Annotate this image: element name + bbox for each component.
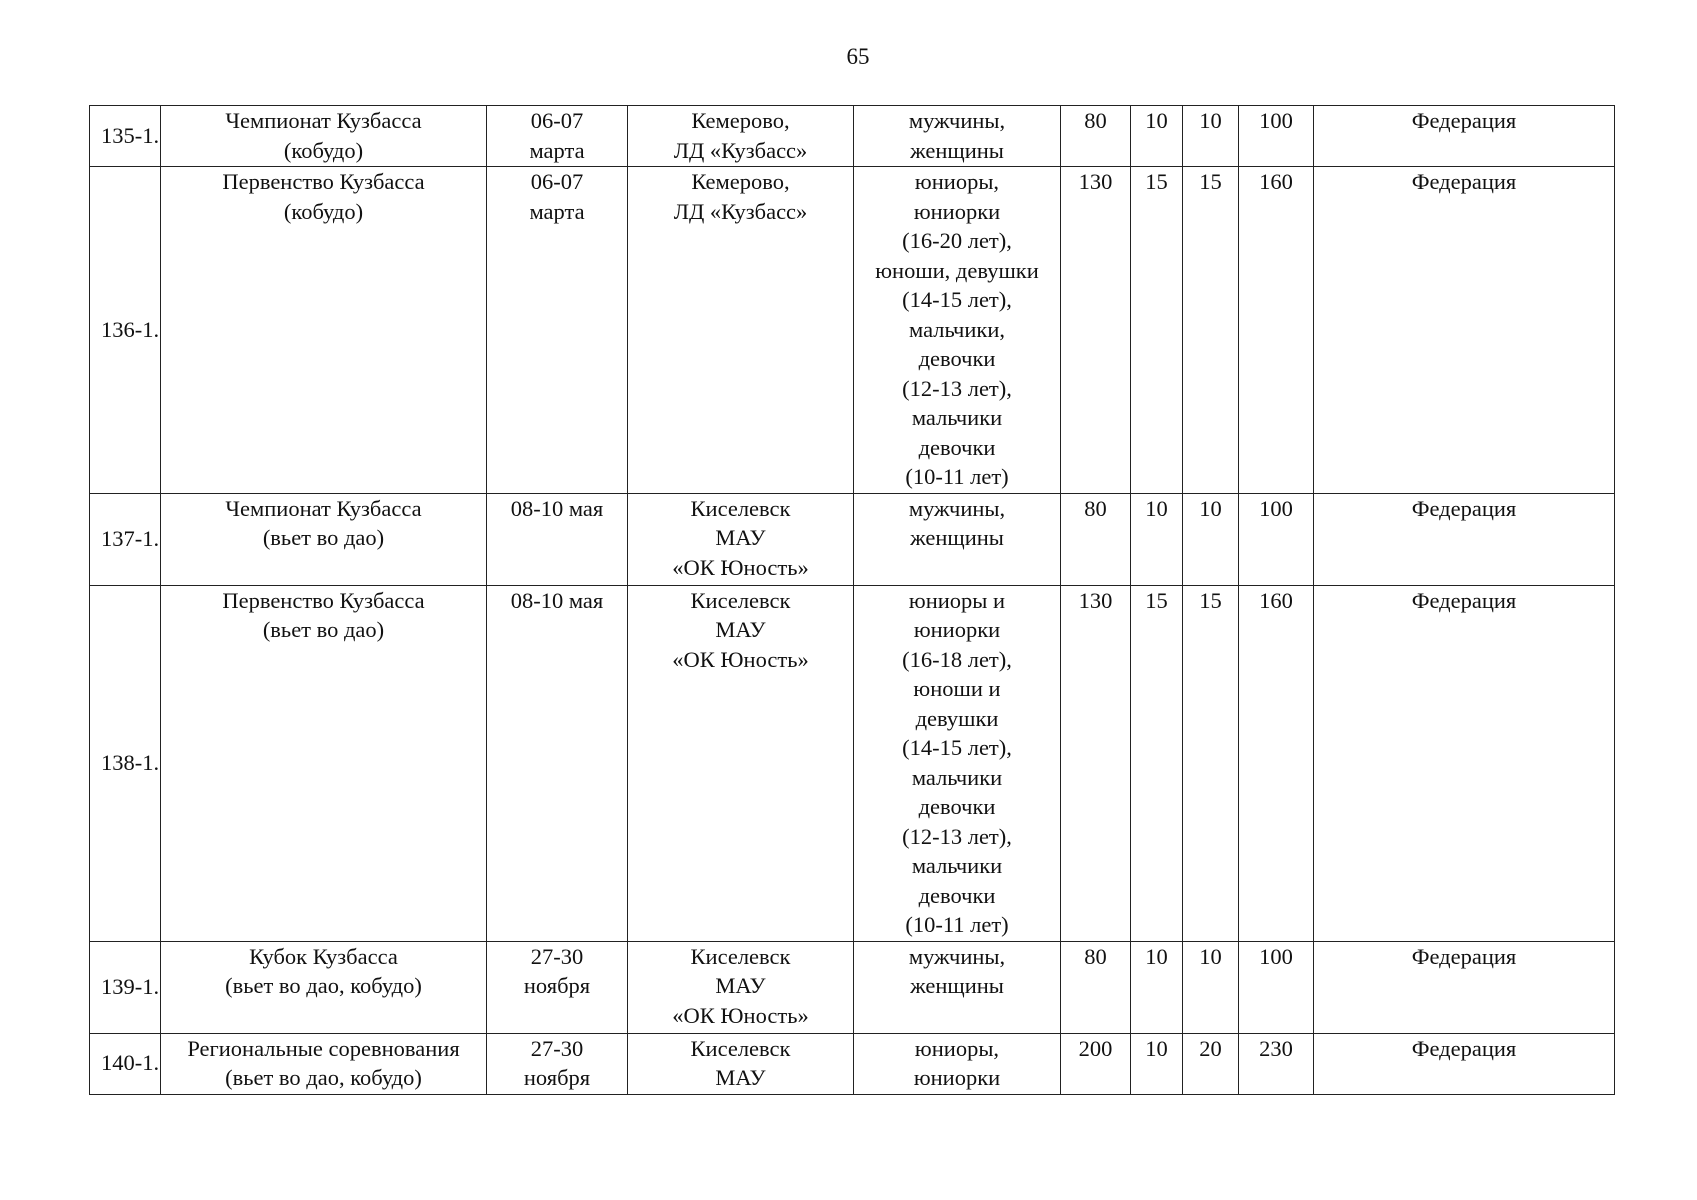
event-name: Первенство Кузбасса (кобудо) — [161, 167, 487, 494]
count-col-1: 80 — [1061, 941, 1131, 1033]
count-col-3: 20 — [1183, 1033, 1239, 1094]
event-participants: юниоры и юниорки (16-18 лет), юноши и девушки (14-15 лет), мальчики девочки (12-13 лет), мальчики девочки (10-11 лет) — [854, 585, 1061, 941]
event-dates: 08-10 мая — [487, 493, 628, 585]
event-dates: 08-10 мая — [487, 585, 628, 941]
count-col-3: 15 — [1183, 585, 1239, 941]
count-col-2: 15 — [1131, 585, 1183, 941]
table-row — [90, 493, 1615, 585]
event-participants: юниоры, юниорки — [854, 1033, 1061, 1094]
count-col-2: 15 — [1131, 167, 1183, 494]
count-total: 100 — [1239, 106, 1314, 167]
event-place: Кемерово, ЛД «Кузбасс» — [628, 167, 854, 494]
event-place: Киселевск МАУ «ОК Юность» — [628, 941, 854, 1033]
event-organizer: Федерация — [1314, 167, 1615, 494]
event-place: Киселевск МАУ «ОК Юность» — [628, 585, 854, 941]
event-place: Киселевск МАУ «ОК Юность» — [628, 493, 854, 585]
event-number: 137-1. — [90, 493, 161, 585]
event-number: 140-1. — [90, 1033, 161, 1094]
count-col-2: 10 — [1131, 106, 1183, 167]
count-col-3: 10 — [1183, 941, 1239, 1033]
table-row — [90, 167, 1615, 494]
event-organizer: Федерация — [1314, 106, 1615, 167]
count-total: 160 — [1239, 585, 1314, 941]
event-participants: мужчины, женщины — [854, 493, 1061, 585]
page-number: 65 — [846, 44, 870, 69]
table-row — [90, 585, 1615, 941]
event-name: Первенство Кузбасса (вьет во дао) — [161, 585, 487, 941]
count-col-2: 10 — [1131, 941, 1183, 1033]
event-organizer: Федерация — [1314, 493, 1615, 585]
count-col-1: 80 — [1061, 106, 1131, 167]
count-col-1: 130 — [1061, 167, 1131, 494]
count-col-1: 80 — [1061, 493, 1131, 585]
event-participants: юниоры, юниорки (16-20 лет), юноши, девушки (14-15 лет), мальчики, девочки (12-13 лет), мальчики девочки (10-11 лет) — [854, 167, 1061, 494]
event-name: Региональные соревнования (вьет во дао, кобудо) — [161, 1033, 487, 1094]
table-row — [90, 1033, 1615, 1094]
count-col-2: 10 — [1131, 493, 1183, 585]
event-number: 139-1. — [90, 941, 161, 1033]
event-place: Кемерово, ЛД «Кузбасс» — [628, 106, 854, 167]
event-place: Киселевск МАУ — [628, 1033, 854, 1094]
count-total: 100 — [1239, 941, 1314, 1033]
count-col-1: 200 — [1061, 1033, 1131, 1094]
event-participants: мужчины, женщины — [854, 941, 1061, 1033]
count-total: 230 — [1239, 1033, 1314, 1094]
count-total: 100 — [1239, 493, 1314, 585]
event-name: Чемпионат Кузбасса (кобудо) — [161, 106, 487, 167]
event-number: 135-1. — [90, 106, 161, 167]
event-dates: 27-30 ноября — [487, 1033, 628, 1094]
events-table — [89, 105, 1615, 1095]
event-name: Кубок Кузбасса (вьет во дао, кобудо) — [161, 941, 487, 1033]
count-col-3: 10 — [1183, 106, 1239, 167]
event-dates: 06-07 марта — [487, 167, 628, 494]
event-name: Чемпионат Кузбасса (вьет во дао) — [161, 493, 487, 585]
table-row — [90, 106, 1615, 167]
event-organizer: Федерация — [1314, 941, 1615, 1033]
count-col-2: 10 — [1131, 1033, 1183, 1094]
event-participants: мужчины, женщины — [854, 106, 1061, 167]
event-dates: 27-30 ноября — [487, 941, 628, 1033]
count-total: 160 — [1239, 167, 1314, 494]
table-row — [90, 941, 1615, 1033]
event-dates: 06-07 марта — [487, 106, 628, 167]
event-organizer: Федерация — [1314, 585, 1615, 941]
count-col-1: 130 — [1061, 585, 1131, 941]
count-col-3: 15 — [1183, 167, 1239, 494]
event-organizer: Федерация — [1314, 1033, 1615, 1094]
count-col-3: 10 — [1183, 493, 1239, 585]
event-number: 138-1. — [90, 585, 161, 941]
event-number: 136-1. — [90, 167, 161, 494]
